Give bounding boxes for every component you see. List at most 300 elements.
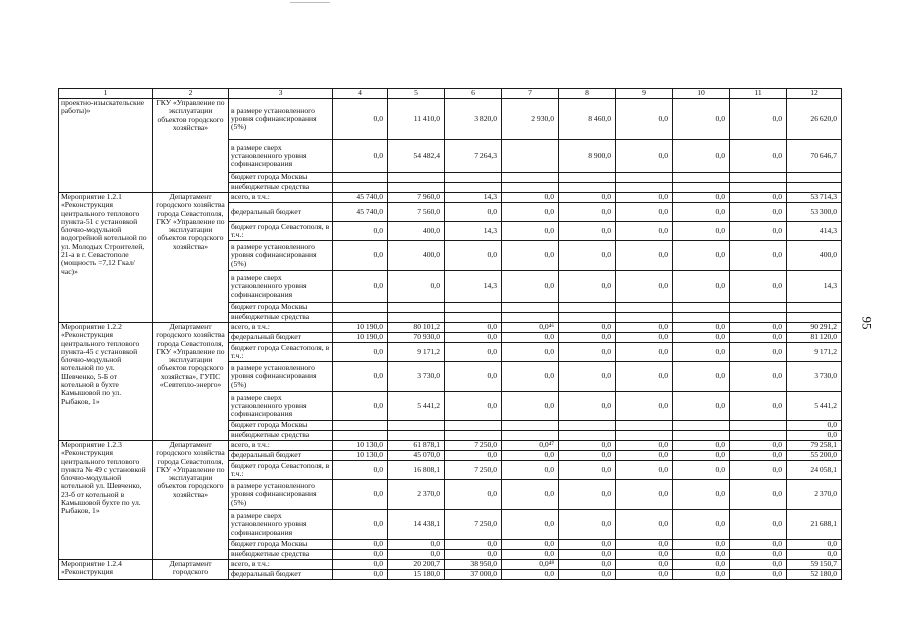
- total-value-cell: 21 688,1: [787, 510, 842, 540]
- year-value-cell: 0,0: [673, 333, 730, 343]
- year-value-cell: [333, 313, 388, 323]
- total-value-cell: [787, 303, 842, 313]
- year-value-cell: [730, 313, 787, 323]
- funding-source-cell: в размере установленного уровня софинансирования (5%): [229, 99, 333, 140]
- year-value-cell: 0,0: [673, 203, 730, 222]
- funding-source-cell: бюджет города Москвы: [229, 173, 333, 183]
- year-value-cell: 0,0: [559, 271, 616, 303]
- year-value-cell: 3 730,0: [388, 362, 445, 392]
- year-value-cell: 0,0: [333, 480, 388, 510]
- total-value-cell: 90 291,2: [787, 323, 842, 333]
- funding-source-cell: в размере установленного уровня софинансирования (5%): [229, 241, 333, 271]
- year-value-cell: 45 740,0: [333, 193, 388, 203]
- year-value-cell: [388, 303, 445, 313]
- year-value-cell: 0,0: [673, 510, 730, 540]
- funding-source-cell: внебюджетные средства: [229, 183, 333, 193]
- year-value-cell: 0,0: [616, 99, 673, 140]
- year-value-cell: 0,0: [673, 343, 730, 362]
- year-value-cell: 0,0: [445, 343, 502, 362]
- total-value-cell: 70 646,7: [787, 140, 842, 173]
- total-value-cell: 52 180,0: [787, 570, 842, 580]
- year-value-cell: 0,0: [616, 222, 673, 241]
- year-value-cell: 0,0: [559, 550, 616, 560]
- year-value-cell: [559, 173, 616, 183]
- column-number-cell: 9: [616, 89, 673, 99]
- year-value-cell: 0,0: [445, 203, 502, 222]
- year-value-cell: [445, 421, 502, 431]
- year-value-cell: 0,0: [333, 510, 388, 540]
- year-value-cell: [445, 313, 502, 323]
- year-value-cell: [388, 431, 445, 441]
- year-value-cell: 0,0: [730, 99, 787, 140]
- year-value-cell: 0,0: [616, 461, 673, 480]
- year-value-cell: 10 130,0: [333, 451, 388, 461]
- funding-source-cell: бюджет города Москвы: [229, 540, 333, 550]
- activity-name-cell: Мероприятие 1.2.4 «Реконструкция: [59, 560, 153, 580]
- year-value-cell: 7 250,0: [445, 441, 502, 451]
- executor-cell: Департамент городского хозяйства города Севастополя, ГКУ «Управление по эксплуатации объектов городского хозяйства», ГУПС «Севтепло-энерго»: [153, 323, 229, 441]
- year-value-cell: 0,0: [730, 560, 787, 570]
- year-value-cell: [673, 313, 730, 323]
- year-value-cell: 0,0: [616, 480, 673, 510]
- year-value-cell: 0,0: [673, 461, 730, 480]
- year-value-cell: 0,0: [559, 193, 616, 203]
- year-value-cell: [673, 183, 730, 193]
- total-value-cell: 0,0: [787, 550, 842, 560]
- total-value-cell: 3 730,0: [787, 362, 842, 392]
- total-value-cell: 24 058,1: [787, 461, 842, 480]
- year-value-cell: 0,0: [616, 441, 673, 451]
- year-value-cell: [673, 303, 730, 313]
- budget-table-sheet: [58, 88, 841, 580]
- year-value-cell: 10 190,0: [333, 333, 388, 343]
- year-value-cell: [616, 313, 673, 323]
- year-value-cell: [502, 140, 559, 173]
- year-value-cell: [673, 421, 730, 431]
- funding-source-cell: всего, в т.ч.:: [229, 193, 333, 203]
- table-row: [59, 441, 842, 451]
- year-value-cell: [333, 303, 388, 313]
- year-value-cell: 10 130,0: [333, 441, 388, 451]
- funding-source-cell: в размере сверх установленного уровня софинансирования: [229, 271, 333, 303]
- year-value-cell: 0,0: [673, 540, 730, 550]
- column-number-cell: 3: [229, 89, 333, 99]
- funding-source-cell: всего, в т.ч.:: [229, 560, 333, 570]
- year-value-cell: [730, 183, 787, 193]
- year-value-cell: 14,3: [445, 271, 502, 303]
- year-value-cell: 7 264,3: [445, 140, 502, 173]
- year-value-cell: 2 930,0: [502, 99, 559, 140]
- year-value-cell: 0,0: [333, 560, 388, 570]
- year-value-cell: 15 180,0: [388, 570, 445, 580]
- year-value-cell: 0,0: [616, 203, 673, 222]
- activity-name-cell: Мероприятие 1.2.2 «Реконструкция центрального теплового пункта-45 с установкой блочно-модульной котельной по ул. Шевченко, 5-Б от котельной в бухте Камышовой по ул. Рыбаков, 1»: [59, 323, 153, 441]
- year-value-cell: 0,0: [445, 241, 502, 271]
- year-value-cell: 0,0: [559, 570, 616, 580]
- year-value-cell: [559, 313, 616, 323]
- year-value-cell: 0,0: [445, 540, 502, 550]
- year-value-cell: 0,0: [616, 241, 673, 271]
- year-value-cell: 11 410,0: [388, 99, 445, 140]
- year-value-cell: 0,0: [333, 540, 388, 550]
- year-value-cell: 0,0: [616, 540, 673, 550]
- total-value-cell: 400,0: [787, 241, 842, 271]
- year-value-cell: 0,0: [502, 343, 559, 362]
- total-value-cell: 26 620,0: [787, 99, 842, 140]
- column-number-cell: 5: [388, 89, 445, 99]
- year-value-cell: 7 250,0: [445, 510, 502, 540]
- year-value-cell: [333, 173, 388, 183]
- year-value-cell: 0,0: [730, 550, 787, 560]
- year-value-cell: 0,0: [502, 392, 559, 421]
- year-value-cell: 0,0: [730, 140, 787, 173]
- year-value-cell: 0,0: [333, 362, 388, 392]
- year-value-cell: 0,0: [559, 323, 616, 333]
- total-value-cell: 79 258,1: [787, 441, 842, 451]
- year-value-cell: 38 950,0: [445, 560, 502, 570]
- scan-artifact: [290, 2, 330, 3]
- year-value-cell: 54 482,4: [388, 140, 445, 173]
- year-value-cell: [730, 303, 787, 313]
- year-value-cell: 0,0: [616, 510, 673, 540]
- total-value-cell: 414,3: [787, 222, 842, 241]
- executor-cell: Департамент городского хозяйства города Севастополя, ГКУ «Управление по эксплуатации объектов городского хозяйства»: [153, 193, 229, 323]
- year-value-cell: 0,0: [730, 271, 787, 303]
- year-value-cell: 0,0: [616, 140, 673, 173]
- year-value-cell: 0,0: [730, 241, 787, 271]
- year-value-cell: 0,0: [730, 203, 787, 222]
- funding-source-cell: федеральный бюджет: [229, 451, 333, 461]
- column-number-cell: 10: [673, 89, 730, 99]
- year-value-cell: [388, 183, 445, 193]
- year-value-cell: [388, 421, 445, 431]
- table-row: [59, 193, 842, 203]
- year-value-cell: 0,0: [502, 510, 559, 540]
- year-value-cell: 0,0: [730, 333, 787, 343]
- year-value-cell: 0,0: [333, 140, 388, 173]
- year-value-cell: 0,0: [673, 441, 730, 451]
- year-value-cell: 0,0: [445, 333, 502, 343]
- year-value-cell: 0,0: [445, 362, 502, 392]
- year-value-cell: 0,0: [559, 461, 616, 480]
- year-value-cell: 0,0: [502, 222, 559, 241]
- year-value-cell: 0,0: [559, 333, 616, 343]
- year-value-cell: [673, 431, 730, 441]
- year-value-cell: 0,0: [559, 510, 616, 540]
- year-value-cell: 0,0: [673, 550, 730, 560]
- year-value-cell: [502, 183, 559, 193]
- year-value-cell: [333, 431, 388, 441]
- year-value-cell: [559, 303, 616, 313]
- year-value-cell: 0,0: [730, 362, 787, 392]
- year-value-cell: [445, 183, 502, 193]
- year-value-cell: 0,0: [673, 560, 730, 570]
- funding-source-cell: бюджет города Севастополя, в т.ч.:: [229, 222, 333, 241]
- year-value-cell: 0,0: [730, 392, 787, 421]
- year-value-cell: 0,0: [730, 540, 787, 550]
- year-value-cell: [616, 183, 673, 193]
- funding-source-cell: внебюджетные средства: [229, 313, 333, 323]
- year-value-cell: 0,0: [616, 451, 673, 461]
- year-value-cell: [333, 421, 388, 431]
- year-value-cell: 2 370,0: [388, 480, 445, 510]
- funding-source-cell: бюджет города Москвы: [229, 421, 333, 431]
- year-value-cell: 0,0: [673, 480, 730, 510]
- year-value-cell: [616, 431, 673, 441]
- total-value-cell: 14,3: [787, 271, 842, 303]
- total-value-cell: 0,0: [787, 421, 842, 431]
- funding-source-cell: федеральный бюджет: [229, 333, 333, 343]
- total-value-cell: 55 200,0: [787, 451, 842, 461]
- year-value-cell: 0,0: [730, 441, 787, 451]
- year-value-cell: 0,0: [673, 451, 730, 461]
- table-row: [59, 560, 842, 570]
- year-value-cell: 0,0: [333, 241, 388, 271]
- year-value-cell: 0,0: [730, 480, 787, 510]
- year-value-cell: 70 930,0: [388, 333, 445, 343]
- column-number-cell: 12: [787, 89, 842, 99]
- year-value-cell: 0,0: [502, 570, 559, 580]
- year-value-cell: 0,0: [673, 193, 730, 203]
- year-value-cell: 0,0: [559, 222, 616, 241]
- year-value-cell: 16 808,1: [388, 461, 445, 480]
- year-value-cell: 0,0: [333, 392, 388, 421]
- year-value-cell: 0,0: [673, 362, 730, 392]
- year-value-cell: 0,0⁴⁸: [502, 560, 559, 570]
- year-value-cell: 0,0: [673, 140, 730, 173]
- activity-name-cell: Мероприятие 1.2.1 «Реконструкция центрального теплового пункта-51 с установкой блочно-модульной водогрейной котельной по ул. Молодых Строителей, 21-а в г. Севастополе (мощность =7,12 Гкал/час)»: [59, 193, 153, 323]
- activity-name-cell: Мероприятие 1.2.3 «Реконструкция центрального теплового пункта № 49 с установкой блочно-модульной котельной ул. Шевченко, 23-б от котельной в Камышовой бухте по ул. Рыбаков, 1»: [59, 441, 153, 560]
- column-number-cell: 1: [59, 89, 153, 99]
- year-value-cell: [730, 173, 787, 183]
- year-value-cell: 0,0: [388, 540, 445, 550]
- funding-source-cell: в размере установленного уровня софинансирования (5%): [229, 480, 333, 510]
- funding-source-cell: бюджет города Севастополя, в т.ч.:: [229, 343, 333, 362]
- year-value-cell: 0,0: [616, 323, 673, 333]
- year-value-cell: 0,0: [673, 222, 730, 241]
- year-value-cell: 0,0: [502, 241, 559, 271]
- funding-source-cell: бюджет города Москвы: [229, 303, 333, 313]
- year-value-cell: 0,0: [502, 480, 559, 510]
- year-value-cell: [502, 313, 559, 323]
- year-value-cell: 400,0: [388, 222, 445, 241]
- year-value-cell: 0,0: [559, 362, 616, 392]
- total-value-cell: [787, 183, 842, 193]
- year-value-cell: 0,0: [502, 203, 559, 222]
- funding-source-cell: в размере сверх установленного уровня софинансирования: [229, 140, 333, 173]
- year-value-cell: 0,0: [559, 241, 616, 271]
- year-value-cell: 0,0: [445, 392, 502, 421]
- year-value-cell: 0,0: [333, 461, 388, 480]
- year-value-cell: 0,0: [673, 271, 730, 303]
- executor-cell: ГКУ «Управление по эксплуатации объектов городского хозяйства»: [153, 99, 229, 193]
- total-value-cell: 2 370,0: [787, 480, 842, 510]
- year-value-cell: 0,0: [559, 441, 616, 451]
- year-value-cell: 20 200,7: [388, 560, 445, 570]
- year-value-cell: 0,0: [502, 540, 559, 550]
- year-value-cell: 0,0: [388, 271, 445, 303]
- year-value-cell: [445, 431, 502, 441]
- year-value-cell: 0,0⁴⁶: [502, 323, 559, 333]
- year-value-cell: [559, 183, 616, 193]
- year-value-cell: 0,0: [730, 461, 787, 480]
- total-value-cell: 81 120,0: [787, 333, 842, 343]
- funding-source-cell: бюджет города Севастополя, в т.ч.:: [229, 461, 333, 480]
- year-value-cell: 0,0: [559, 343, 616, 362]
- year-value-cell: 45 070,0: [388, 451, 445, 461]
- year-value-cell: 0,0: [559, 540, 616, 550]
- year-value-cell: 0,0: [388, 550, 445, 560]
- table-row: [59, 99, 842, 140]
- executor-cell: Департамент городского хозяйства города Севастополя, ГКУ «Управление по эксплуатации объектов городского хозяйства»: [153, 441, 229, 560]
- funding-source-cell: федеральный бюджет: [229, 570, 333, 580]
- year-value-cell: 0,0: [502, 451, 559, 461]
- year-value-cell: 0,0: [730, 323, 787, 333]
- year-value-cell: 0,0: [673, 241, 730, 271]
- column-number-cell: 6: [445, 89, 502, 99]
- year-value-cell: 0,0: [616, 333, 673, 343]
- year-value-cell: [616, 421, 673, 431]
- year-value-cell: [730, 421, 787, 431]
- year-value-cell: 400,0: [388, 241, 445, 271]
- year-value-cell: [502, 421, 559, 431]
- year-value-cell: 0,0: [616, 392, 673, 421]
- year-value-cell: 0,0: [616, 271, 673, 303]
- column-number-cell: 11: [730, 89, 787, 99]
- year-value-cell: 8 460,0: [559, 99, 616, 140]
- year-value-cell: 0,0: [445, 550, 502, 560]
- year-value-cell: [388, 173, 445, 183]
- year-value-cell: 0,0: [616, 560, 673, 570]
- year-value-cell: 0,0: [502, 193, 559, 203]
- year-value-cell: 10 190,0: [333, 323, 388, 333]
- year-value-cell: 8 900,0: [559, 140, 616, 173]
- budget-table: [58, 88, 842, 580]
- year-value-cell: 0,0: [730, 451, 787, 461]
- total-value-cell: 59 150,7: [787, 560, 842, 570]
- funding-source-cell: федеральный бюджет: [229, 203, 333, 222]
- year-value-cell: 7 960,0: [388, 193, 445, 203]
- year-value-cell: 0,0: [559, 451, 616, 461]
- year-value-cell: [673, 173, 730, 183]
- year-value-cell: [445, 173, 502, 183]
- year-value-cell: 45 740,0: [333, 203, 388, 222]
- year-value-cell: 0,0: [502, 550, 559, 560]
- total-value-cell: 53 300,0: [787, 203, 842, 222]
- year-value-cell: 5 441,2: [388, 392, 445, 421]
- total-value-cell: 0,0: [787, 431, 842, 441]
- year-value-cell: 0,0: [502, 362, 559, 392]
- year-value-cell: 80 101,2: [388, 323, 445, 333]
- year-value-cell: 0,0: [559, 480, 616, 510]
- year-value-cell: 0,0: [673, 392, 730, 421]
- year-value-cell: [502, 173, 559, 183]
- column-number-row: [59, 89, 842, 99]
- year-value-cell: [616, 303, 673, 313]
- year-value-cell: 0,0: [730, 343, 787, 362]
- total-value-cell: [787, 313, 842, 323]
- year-value-cell: 3 820,0: [445, 99, 502, 140]
- year-value-cell: [502, 303, 559, 313]
- year-value-cell: 0,0: [616, 343, 673, 362]
- year-value-cell: [559, 421, 616, 431]
- year-value-cell: 0,0: [730, 510, 787, 540]
- funding-source-cell: внебюджетные средства: [229, 431, 333, 441]
- year-value-cell: 0,0: [559, 203, 616, 222]
- total-value-cell: 53 714,3: [787, 193, 842, 203]
- funding-source-cell: всего, в т.ч.:: [229, 441, 333, 451]
- year-value-cell: 0,0: [559, 392, 616, 421]
- year-value-cell: 0,0: [616, 193, 673, 203]
- year-value-cell: 0,0: [333, 343, 388, 362]
- year-value-cell: 0,0: [333, 222, 388, 241]
- year-value-cell: 0,0: [673, 570, 730, 580]
- total-value-cell: 0,0: [787, 540, 842, 550]
- column-number-cell: 7: [502, 89, 559, 99]
- year-value-cell: 0,0: [730, 570, 787, 580]
- year-value-cell: 0,0: [502, 333, 559, 343]
- year-value-cell: 0,0: [445, 480, 502, 510]
- year-value-cell: 0,0: [333, 570, 388, 580]
- year-value-cell: 0,0: [730, 193, 787, 203]
- year-value-cell: [333, 183, 388, 193]
- year-value-cell: 14,3: [445, 222, 502, 241]
- year-value-cell: 0,0: [502, 271, 559, 303]
- year-value-cell: 0,0: [559, 560, 616, 570]
- year-value-cell: 0,0: [445, 323, 502, 333]
- total-value-cell: [787, 173, 842, 183]
- column-number-cell: 2: [153, 89, 229, 99]
- funding-source-cell: в размере сверх установленного уровня софинансирования: [229, 510, 333, 540]
- page-number: 95: [859, 316, 875, 330]
- funding-source-cell: в размере установленного уровня софинансирования (5%): [229, 362, 333, 392]
- year-value-cell: 0,0: [673, 323, 730, 333]
- year-value-cell: [388, 313, 445, 323]
- year-value-cell: 7 560,0: [388, 203, 445, 222]
- table-row: [59, 323, 842, 333]
- year-value-cell: 7 250,0: [445, 461, 502, 480]
- year-value-cell: 0,0⁴⁷: [502, 441, 559, 451]
- year-value-cell: 0,0: [333, 550, 388, 560]
- funding-source-cell: всего, в т.ч.:: [229, 323, 333, 333]
- funding-source-cell: внебюджетные средства: [229, 550, 333, 560]
- total-value-cell: 9 171,2: [787, 343, 842, 362]
- year-value-cell: [616, 173, 673, 183]
- year-value-cell: 0,0: [445, 451, 502, 461]
- year-value-cell: 14,3: [445, 193, 502, 203]
- year-value-cell: 0,0: [730, 222, 787, 241]
- year-value-cell: 0,0: [616, 570, 673, 580]
- year-value-cell: [502, 431, 559, 441]
- year-value-cell: 9 171,2: [388, 343, 445, 362]
- year-value-cell: 61 878,1: [388, 441, 445, 451]
- year-value-cell: [730, 431, 787, 441]
- year-value-cell: [445, 303, 502, 313]
- year-value-cell: 14 438,1: [388, 510, 445, 540]
- year-value-cell: 0,0: [673, 99, 730, 140]
- year-value-cell: 0,0: [502, 461, 559, 480]
- column-number-cell: 4: [333, 89, 388, 99]
- funding-source-cell: в размере сверх установленного уровня софинансирования: [229, 392, 333, 421]
- year-value-cell: 0,0: [616, 362, 673, 392]
- year-value-cell: 0,0: [333, 271, 388, 303]
- column-number-cell: 8: [559, 89, 616, 99]
- total-value-cell: 5 441,2: [787, 392, 842, 421]
- year-value-cell: 0,0: [333, 99, 388, 140]
- activity-name-cell: проектно-изыскательские работы)»: [59, 99, 153, 193]
- year-value-cell: [559, 431, 616, 441]
- executor-cell: Департамент городского: [153, 560, 229, 580]
